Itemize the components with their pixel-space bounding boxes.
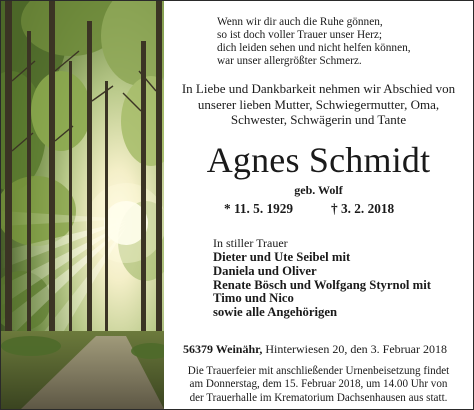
mourner-entry: Renate Bösch und Wolfgang Styrnol mit [213, 277, 431, 292]
mourners-list [213, 251, 471, 320]
intro-line: In Liebe und Dankbarkeit nehmen wir Abschied von [181, 81, 456, 96]
poem-line: so ist doch voller Trauer unser Herz; [217, 29, 383, 41]
poem-line: dich leiden sehen und nicht helfen können, [217, 42, 411, 54]
zip-city: 56379 Weinähr, [183, 342, 263, 356]
forest-sunbeam-photo [1, 1, 164, 409]
mourner-entry: Dieter und Ute Seibel mit [213, 250, 351, 264]
deceased-name: Agnes Schmidt [206, 140, 431, 180]
obituary-text-column [164, 1, 473, 409]
birth-name: geb. Wolf [294, 183, 343, 197]
birth-date: * 11. 5. 1929 [224, 201, 294, 216]
funeral-details [164, 365, 473, 405]
address-date: Hinterwiesen 20, den 3. Februar 2018 [265, 342, 447, 356]
life-dates [164, 201, 473, 217]
death-date: † 3. 2. 2018 [331, 201, 395, 216]
mourner-entry: Daniela und Oliver [213, 263, 317, 278]
funeral-line: der Trauerhalle im Krematorium Dachsenhausen aus statt. [189, 391, 448, 404]
mourner-entry: sowie alle Angehörigen [213, 305, 338, 320]
intro-line: Schwester, Schwägerin und Tante [230, 112, 407, 127]
memorial-poem [164, 16, 473, 68]
funeral-line: Die Trauerfeier mit anschließender Urnenbeisetzung findet [187, 365, 450, 377]
poem-line: war unser allergrößter Schmerz. [217, 55, 362, 67]
farewell-intro [164, 81, 473, 128]
intro-line: unserer lieben Mutter, Schwiegermutter, Oma, [197, 96, 440, 112]
mourners-block [213, 236, 471, 320]
place-and-date [183, 342, 447, 356]
mourners-heading: In stiller Trauer [213, 236, 288, 250]
funeral-line: am Donnerstag, dem 15. Februar 2018, um 14.00 Uhr von [189, 378, 448, 391]
mourner-entry: Timo und Nico [213, 291, 294, 306]
poem-line: Wenn wir dir auch die Ruhe gönnen, [217, 16, 383, 28]
